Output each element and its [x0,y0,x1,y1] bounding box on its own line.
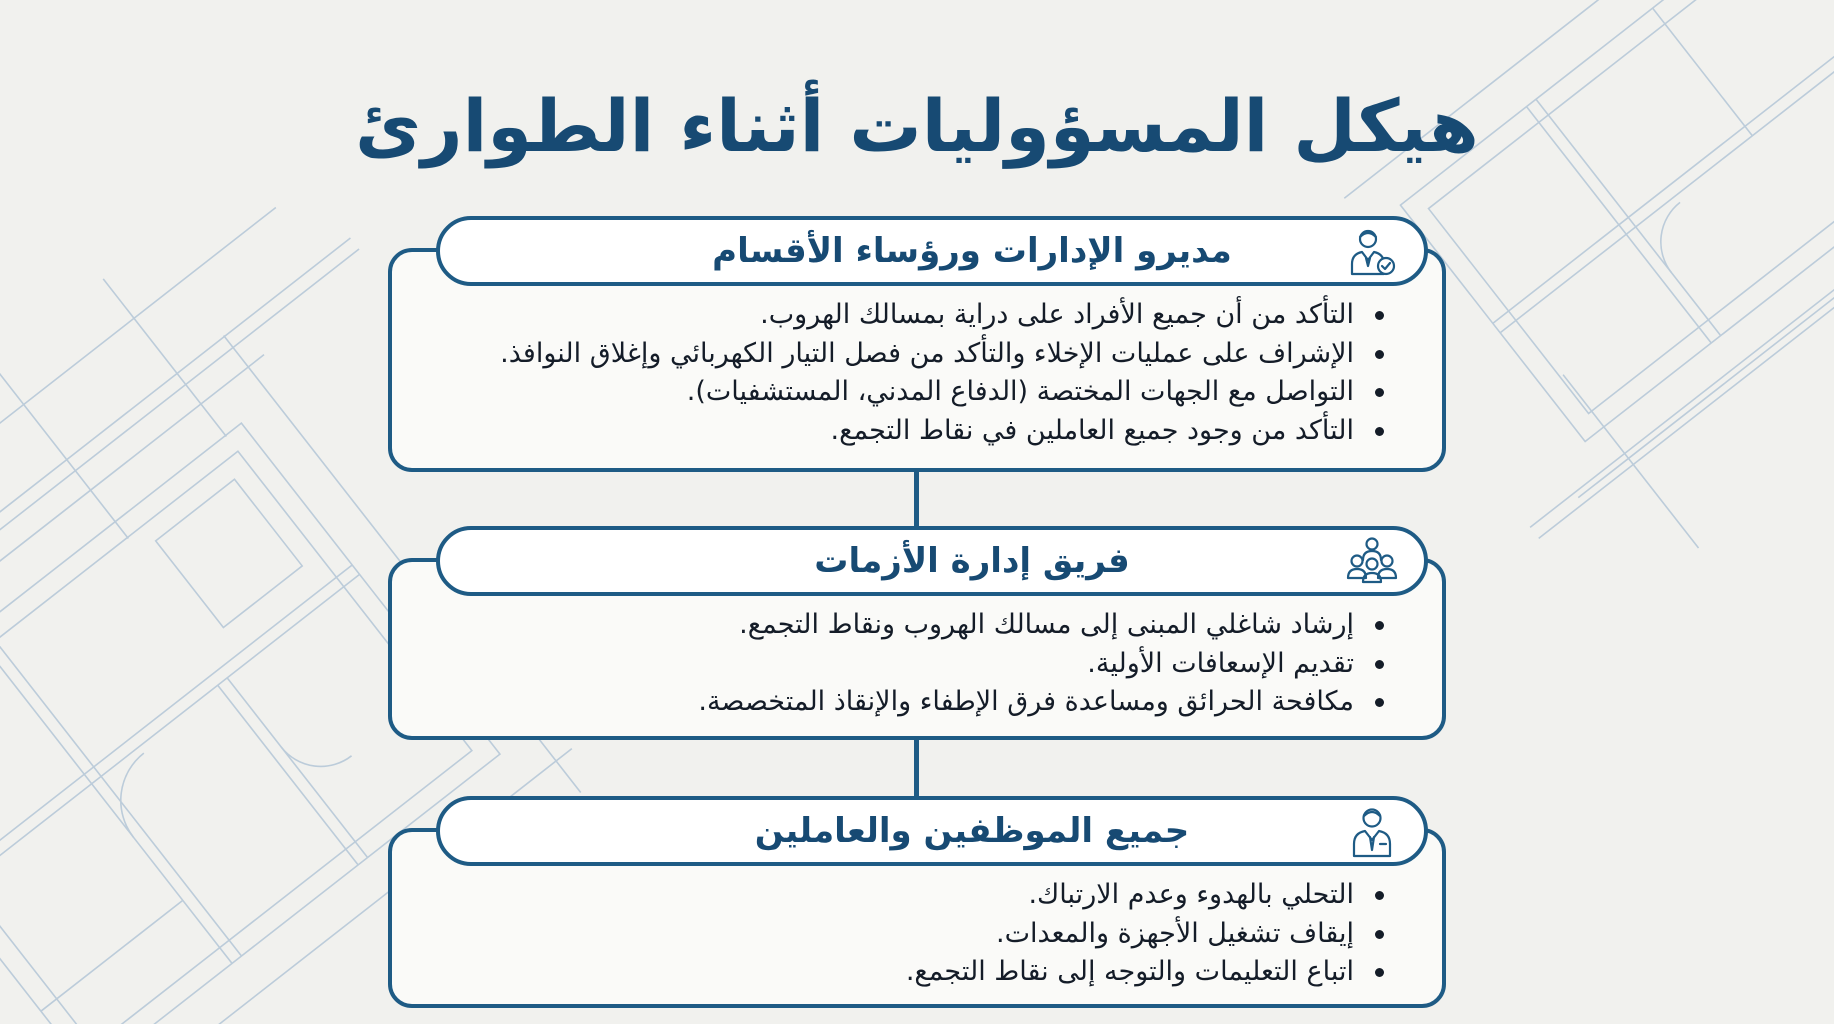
section-title: جميع الموظفين والعاملين [754,811,1190,851]
list-item: مكافحة الحرائق ومساعدة فرق الإطفاء والإنقاذ المتخصصة. [698,683,1354,722]
list-item: التأكد من أن جميع الأفراد على دراية بمسالك الهروب. [500,296,1354,335]
page-title: هيكل المسؤوليات أثناء الطوارئ [355,84,1479,168]
list-item: الإشراف على عمليات الإخلاء والتأكد من فصل التيار الكهربائي وإغلاق النوافذ. [500,335,1354,374]
list-item: التأكد من وجود جميع العاملين في نقاط التجمع. [500,412,1354,451]
list-item: إرشاد شاغلي المبنى إلى مسالك الهروب ونقاط التجمع. [698,606,1354,645]
section-title: فريق إدارة الأزمات [814,541,1130,581]
list-item: التواصل مع الجهات المختصة (الدفاع المدني، المستشفيات). [500,373,1354,412]
section-header [436,526,1428,596]
list-item: التحلي بالهدوء وعدم الارتباك. [906,876,1354,915]
section-title: مديرو الإدارات ورؤساء الأقسام [712,231,1232,271]
section-header [436,216,1428,286]
list-item: تقديم الإسعافات الأولية. [698,645,1354,684]
connector-2-3 [914,736,919,798]
connector-1-2 [914,468,919,530]
section-header [436,796,1428,866]
list-item: اتباع التعليمات والتوجه إلى نقاط التجمع. [906,953,1354,992]
responsibility-list [698,606,1354,722]
list-item: إيقاف تشغيل الأجهزة والمعدات. [906,915,1354,954]
responsibility-list [906,876,1354,992]
section-card-managers [388,216,1446,474]
section-card-all-employees [388,796,1446,1008]
responsibility-list [500,296,1354,450]
section-card-crisis-team [388,526,1446,740]
